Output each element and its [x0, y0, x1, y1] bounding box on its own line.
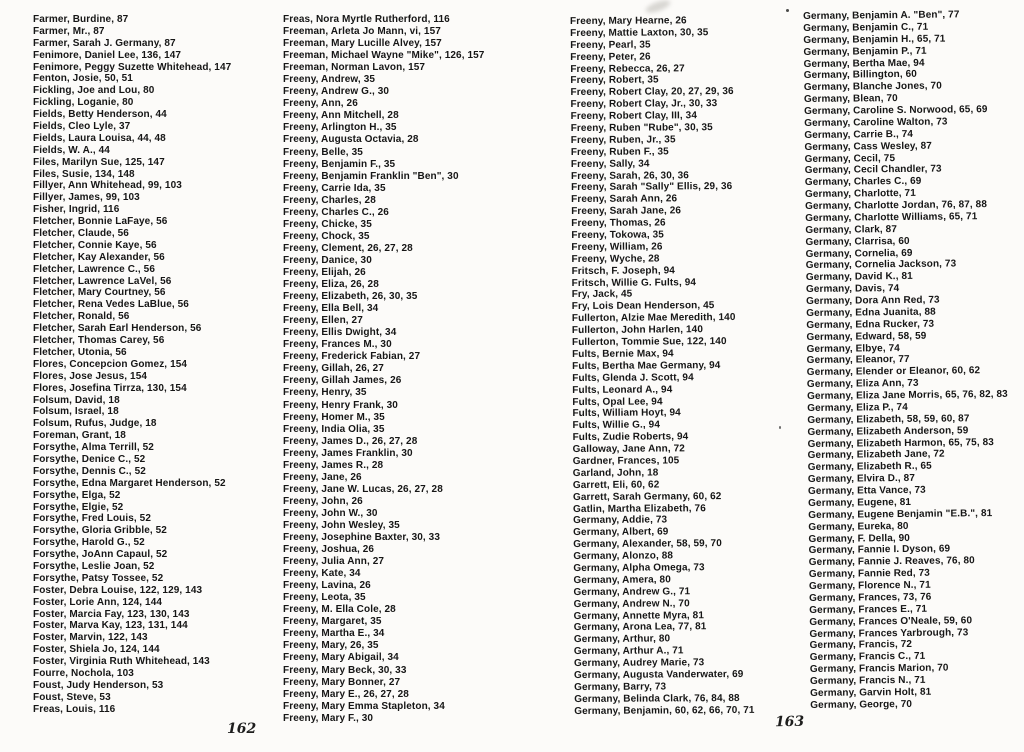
index-entry: Foust, Judy Henderson, 53: [33, 679, 164, 691]
index-entry: Freeny, Mary Emma Stapleton, 34: [283, 700, 445, 712]
index-entry: Foster, Marcia Fay, 123, 130, 143: [33, 608, 190, 620]
index-column-page162-right: [283, 14, 484, 725]
index-entry: Germany, Cecil, 75: [804, 152, 896, 165]
index-entry: Germany, Dora Ann Red, 73: [805, 294, 940, 307]
index-entry: Files, Marilyn Sue, 125, 147: [33, 156, 165, 168]
index-entry: Freeny, Leota, 35: [283, 592, 366, 604]
index-entry: Germany, Augusta Vanderwater, 69: [573, 668, 744, 681]
index-entry: Forsythe, Elgie, 52: [33, 501, 124, 513]
index-entry: Fletcher, Mary Courtney, 56: [33, 287, 166, 299]
index-entry: Freeny, Belle, 35: [283, 146, 363, 158]
index-entry: Freeny, Sarah, 26, 30, 36: [570, 169, 689, 182]
index-entry: Freeny, Joshua, 26: [283, 544, 375, 556]
index-entry: Freeny, Arlington H., 35: [283, 122, 397, 134]
index-entry: Freeny, Charles, 28: [283, 194, 376, 206]
page-number-163: 163: [774, 713, 805, 731]
index-entry: Freeny, Mary Abigail, 34: [283, 652, 399, 664]
index-entry: Germany, Eugene, 81: [808, 496, 912, 509]
index-entry: Freeny, Mattie Laxton, 30, 35: [570, 27, 709, 39]
index-entry: Germany, Fannie J. Reaves, 76, 80: [808, 555, 975, 569]
index-entry: Fults, Zudie Roberts, 94: [572, 431, 689, 444]
index-entry: Folsum, Israel, 18: [33, 406, 119, 418]
index-entry: Freeny, Robert Clay, 20, 27, 29, 36: [570, 86, 734, 99]
index-entry: Fourre, Nochola, 103: [33, 667, 134, 679]
index-entry: Freeny, India Olia, 35: [283, 423, 385, 435]
index-entry: Fullerton, Alzie Mae Meredith, 140: [571, 312, 736, 325]
index-entry: Freeny, Martha E., 34: [283, 628, 385, 640]
index-entry: Freeny, Chicke, 35: [283, 218, 372, 230]
index-entry: Freeny, Benjamin F., 35: [283, 158, 396, 170]
index-entry: Freeny, Kate, 34: [283, 568, 361, 580]
index-entry: Foster, Marva Kay, 123, 131, 144: [33, 620, 188, 632]
index-entry: Germany, George, 70: [810, 698, 913, 711]
index-entry: Fullerton, Tommie Sue, 122, 140: [571, 336, 727, 349]
index-entry: Freeny, William, 26: [571, 241, 663, 253]
index-entry: Germany, Davis, 74: [805, 283, 900, 296]
index-entry: Germany, Elizabeth, 58, 59, 60, 87: [807, 413, 970, 426]
index-entry: Freeny, Robert Clay, III, 34: [570, 110, 698, 123]
index-entry: Freeny, Jane, 26: [283, 471, 362, 483]
index-entry: Forsythe, Harold G., 52: [33, 537, 145, 549]
index-entry: Fults, Willie G., 94: [572, 419, 661, 432]
index-entry: Freeny, Rebecca, 26, 27: [570, 62, 685, 75]
index-entry: Freeman, Michael Wayne "Mike", 126, 157: [283, 50, 485, 62]
index-entry: Germany, Barry, 73: [574, 681, 667, 693]
index-entry: Germany, Carrie B., 74: [804, 128, 914, 141]
index-entry: Freeny, James Franklin, 30: [283, 447, 413, 459]
index-entry: Freeny, Sarah "Sally" Ellis, 29, 36: [571, 181, 733, 194]
index-entry: Freeny, Henry, 35: [283, 387, 367, 399]
index-entry: Freeman, Mary Lucille Alvey, 157: [283, 38, 442, 50]
index-entry: Germany, Albert, 69: [573, 526, 669, 539]
index-entry: Germany, Francis C., 71: [809, 651, 926, 664]
index-entry: Germany, Frances E., 71: [809, 603, 928, 616]
index-entry: Freeny, Thomas, 26: [571, 217, 666, 230]
index-entry: Fletcher, Utonia, 56: [33, 346, 127, 358]
index-entry: Fletcher, Kay Alexander, 56: [33, 251, 165, 263]
index-entry: Files, Susie, 134, 148: [33, 168, 135, 180]
index-entry: Farmer, Sarah J. Germany, 87: [33, 37, 176, 49]
index-entry: Forsythe, Edna Margaret Henderson, 52: [33, 477, 226, 489]
index-entry: Fritsch, Willie G. Fults, 94: [571, 276, 697, 289]
index-entry: Foster, Lorie Ann, 124, 144: [33, 596, 163, 608]
index-entry: Freeny, James D., 26, 27, 28: [283, 435, 418, 447]
index-entry: Germany, Benjamin C., 71: [803, 21, 929, 34]
index-entry: Freeny, Andrew G., 30: [283, 86, 390, 98]
index-entry: Freeny, Pearl, 35: [570, 39, 651, 51]
index-entry: Freeny, Peter, 26: [570, 51, 651, 63]
index-entry: Germany, Edna Juanita, 88: [806, 306, 936, 319]
index-entry: Freeny, Margaret, 35: [283, 616, 382, 628]
index-entry: Fults, Bernie Max, 94: [572, 348, 674, 360]
index-entry: Fletcher, Connie Kaye, 56: [33, 239, 157, 251]
index-entry: Germany, Eleanor, 77: [806, 354, 910, 367]
index-entry: Forsythe, Fred Louis, 52: [33, 513, 151, 525]
index-entry: Fields, W. A., 44: [33, 144, 110, 156]
index-entry: Germany, Frances, 73, 76: [809, 591, 932, 604]
index-entry: Fletcher, Rena Vedes LaBlue, 56: [33, 299, 189, 311]
index-entry: Freeman, Arleta Jo Mann, vi, 157: [283, 26, 441, 38]
index-entry: Fletcher, Ronald, 56: [33, 311, 130, 323]
index-entry: Germany, Eliza Jane Morris, 65, 76, 82, 83: [806, 388, 1008, 402]
index-entry: Germany, Frances O'Neale, 59, 60: [809, 614, 973, 628]
index-entry: Freeny, Ruben, Jr., 35: [570, 134, 676, 146]
index-entry: Freeny, Julia Ann, 27: [283, 556, 385, 568]
index-entry: Freeny, Ellis Dwight, 34: [283, 327, 397, 339]
index-entry: Germany, Blean, 70: [803, 93, 898, 106]
index-entry: Forsythe, Denice C., 52: [33, 453, 146, 465]
index-entry: Freeny, Danice, 30: [283, 254, 372, 266]
index-entry: Freeny, John, 26: [283, 495, 363, 507]
index-entry: Germany, Alpha Omega, 73: [573, 562, 705, 574]
index-entry: Foust, Steve, 53: [33, 691, 111, 703]
index-entry: Germany, Annette Myra, 81: [573, 609, 705, 622]
index-entry: Foster, Virginia Ruth Whitehead, 143: [33, 656, 210, 668]
index-entry: Fenimore, Peggy Suzette Whitehead, 147: [33, 61, 232, 73]
index-entry: Fickling, Joe and Lou, 80: [33, 85, 155, 97]
index-entry: Germany, Fannie Red, 73: [808, 567, 930, 581]
index-entry: Germany, Clarrisa, 60: [805, 235, 910, 248]
index-column-page163-right: [803, 9, 1011, 712]
index-entry: Foster, Marvin, 122, 143: [33, 632, 148, 644]
index-entry: Fletcher, Lawrence C., 56: [33, 263, 155, 275]
index-entry: Gatlin, Martha Elizabeth, 76: [572, 502, 706, 515]
index-entry: Freeny, Ellen, 27: [283, 315, 363, 327]
index-entry: Freeny, M. Ella Cole, 28: [283, 604, 396, 616]
index-entry: Freeny, Carrie Ida, 35: [283, 182, 386, 194]
index-entry: Freeny, Chock, 35: [283, 230, 370, 242]
index-entry: Fenton, Josie, 50, 51: [33, 73, 133, 85]
index-entry: Fletcher, Bonnie LaFaye, 56: [33, 216, 168, 228]
index-entry: Germany, Belinda Clark, 76, 84, 88: [574, 692, 740, 705]
index-entry: Germany, Benjamin, 60, 62, 66, 70, 71: [574, 704, 755, 717]
index-entry: Folsum, Rufus, Judge, 18: [33, 418, 157, 430]
index-entry: Fults, Opal Lee, 94: [572, 395, 663, 408]
index-entry: Germany, Benjamin P., 71: [803, 45, 927, 58]
index-entry: Germany, Cecil Chandler, 73: [804, 163, 942, 177]
index-entry: Forsythe, Elga, 52: [33, 489, 121, 501]
index-entry: Fry, Lois Dean Henderson, 45: [571, 300, 715, 313]
index-entry: Fritsch, F. Joseph, 94: [571, 265, 675, 277]
index-entry: Forsythe, Dennis C., 52: [33, 465, 146, 477]
index-entry: Freeny, Benjamin Franklin "Ben", 30: [283, 170, 459, 182]
index-entry: Freeny, Elijah, 26: [283, 266, 366, 278]
index-entry: Flores, Josefina Tirrza, 130, 154: [33, 382, 187, 394]
index-entry: Flores, Concepcion Gomez, 154: [33, 358, 188, 370]
index-entry: Freeny, Augusta Octavia, 28: [283, 134, 419, 146]
index-entry: Germany, F. Della, 90: [808, 532, 911, 545]
index-entry: Germany, Caroline S. Norwood, 65, 69: [803, 104, 988, 117]
index-entry: Freeny, Robert Clay, Jr., 30, 33: [570, 98, 718, 111]
index-entry: Forsythe, Patsy Tossee, 52: [33, 572, 164, 584]
index-entry: Forsythe, Gloria Gribble, 52: [33, 525, 167, 537]
index-entry: Germany, Fannie I. Dyson, 69: [808, 543, 951, 557]
index-entry: Germany, Benjamin H., 65, 71: [803, 33, 946, 46]
index-entry: Fullerton, John Harlen, 140: [571, 324, 704, 337]
index-entry: Germany, Eugene Benjamin "E.B.", 81: [808, 507, 993, 521]
index-entry: Forsythe, Leslie Joan, 52: [33, 560, 155, 572]
scan-speck: [779, 426, 781, 429]
index-entry: Germany, Andrew N., 70: [573, 597, 690, 610]
index-entry: Germany, Florence N., 71: [808, 579, 931, 592]
index-entry: Freeny, Ann, 26: [283, 98, 358, 110]
index-entry: Germany, Eureka, 80: [808, 520, 909, 533]
index-entry: Garrett, Eli, 60, 62: [572, 479, 660, 491]
index-entry: Germany, Arthur A., 71: [573, 645, 684, 658]
index-entry: Freeny, John W., 30: [283, 507, 378, 519]
page-number-162: 162: [227, 721, 257, 737]
index-entry: Fletcher, Sarah Earl Henderson, 56: [33, 323, 202, 335]
index-entry: Freeny, Lavina, 26: [283, 580, 371, 592]
index-entry: Germany, Charles C., 69: [804, 176, 922, 189]
index-entry: Freeny, Homer M., 35: [283, 411, 385, 423]
index-entry: Foster, Shiela Jo, 124, 144: [33, 644, 160, 656]
index-entry: Germany, Garvin Holt, 81: [810, 686, 932, 699]
index-entry: Germany, Addie, 73: [573, 514, 668, 527]
index-entry: Germany, Clark, 87: [805, 223, 898, 236]
index-entry: Folsum, David, 18: [33, 394, 120, 406]
index-entry: Germany, Elender or Eleanor, 60, 62: [806, 365, 981, 379]
index-entry: Foster, Debra Louise, 122, 129, 143: [33, 584, 203, 596]
index-entry: Freeny, Tokowa, 35: [571, 229, 664, 242]
index-entry: Germany, Caroline Walton, 73: [804, 116, 948, 129]
index-entry: Freeny, Elizabeth, 26, 30, 35: [283, 291, 418, 303]
index-entry: Forsythe, Alma Terrill, 52: [33, 442, 154, 454]
index-entry: Fenimore, Daniel Lee, 136, 147: [33, 49, 182, 61]
index-entry: Fickling, Loganie, 80: [33, 97, 134, 109]
index-entry: Germany, Edna Rucker, 73: [806, 318, 935, 331]
index-entry: Germany, Elizabeth Harmon, 65, 75, 83: [807, 436, 994, 450]
index-entry: Garrett, Sarah Germany, 60, 62: [572, 490, 722, 503]
index-entry: Fults, Glenda J. Scott, 94: [572, 371, 694, 384]
index-entry: Flores, Jose Jesus, 154: [33, 370, 148, 382]
index-entry: Freeny, Clement, 26, 27, 28: [283, 242, 413, 254]
index-entry: Freeny, Gillah James, 26: [283, 375, 402, 387]
index-entry: Farmer, Burdine, 87: [33, 14, 129, 25]
index-entry: Germany, David K., 81: [805, 271, 913, 284]
index-column-page163-left: [570, 15, 755, 718]
index-entry: Freeny, Frances M., 30: [283, 339, 392, 351]
index-entry: Freas, Nora Myrtle Rutherford, 116: [283, 14, 450, 25]
index-entry: Freeny, Sally, 34: [570, 158, 650, 170]
index-entry: Fults, Bertha Mae Germany, 94: [572, 359, 721, 372]
index-entry: Freeny, Josephine Baxter, 30, 33: [283, 532, 440, 544]
index-entry: Foreman, Grant, 18: [33, 430, 126, 442]
index-entry: Freeny, Mary E., 26, 27, 28: [283, 688, 409, 700]
index-entry: Gardner, Frances, 105: [572, 455, 680, 467]
index-entry: Germany, Andrew G., 71: [573, 586, 691, 598]
index-column-page162-left: [33, 14, 231, 716]
index-entry: Freeny, Eliza, 26, 28: [283, 279, 379, 291]
index-entry: Germany, Bertha Mae, 94: [803, 57, 925, 70]
index-entry: Freeny, Mary F., 30: [283, 712, 374, 724]
index-entry: Freeman, Norman Lavon, 157: [283, 62, 426, 74]
index-entry: Germany, Eliza Ann, 73: [806, 377, 919, 391]
index-entry: Freeny, Frederick Fabian, 27: [283, 351, 421, 363]
index-entry: Germany, Elizabeth R., 65: [807, 460, 932, 474]
index-entry: Freeny, Andrew, 35: [283, 74, 376, 86]
index-entry: Germany, Billington, 60: [803, 69, 917, 82]
index-entry: Germany, Audrey Marie, 73: [573, 657, 705, 670]
index-entry: Freeny, Ella Bell, 34: [283, 303, 379, 315]
index-entry: Fillyer, James, 99, 103: [33, 192, 140, 204]
index-entry: Freeny, Jane W. Lucas, 26, 27, 28: [283, 483, 443, 495]
index-entry: Germany, Arthur, 80: [573, 633, 671, 646]
index-entry: Freeny, John Wesley, 35: [283, 519, 400, 531]
index-entry: Germany, Amera, 80: [573, 574, 671, 586]
index-entry: Freeny, Ruben F., 35: [570, 146, 669, 158]
index-entry: Germany, Francis N., 71: [809, 674, 926, 687]
index-entry: Germany, Elizabeth Anderson, 59: [807, 424, 969, 438]
index-entry: Fults, Leonard A., 94: [572, 383, 673, 396]
index-entry: Germany, Charlotte Williams, 65, 71: [805, 211, 978, 224]
index-entry: Freas, Louis, 116: [33, 703, 116, 715]
index-entry: Fields, Laura Louisa, 44, 48: [33, 132, 166, 144]
index-entry: Freeny, Ruben "Rube", 30, 35: [570, 122, 713, 135]
index-entry: Freeny, Wyche, 28: [571, 253, 660, 265]
index-entry: Germany, Eliza P., 74: [807, 401, 908, 414]
scan-smudge: [644, 0, 672, 15]
index-entry: Germany, Frances Yarbrough, 73: [809, 626, 969, 640]
index-entry: Farmer, Mr., 87: [33, 25, 105, 37]
index-entry: Germany, Francis, 72: [809, 639, 913, 652]
index-entry: Freeny, Mary Hearne, 26: [570, 15, 687, 27]
index-entry: Freeny, Sarah Ann, 26: [571, 193, 678, 206]
index-entry: Germany, Elizabeth Jane, 72: [807, 448, 945, 462]
index-entry: Fletcher, Claude, 56: [33, 228, 129, 240]
index-entry: Germany, Arona Lea, 77, 81: [573, 621, 707, 634]
scan-speck: [786, 9, 789, 12]
index-entry: Garland, John, 18: [572, 467, 659, 479]
index-entry: Germany, Edward, 58, 59: [806, 330, 927, 343]
index-entry: Freeny, Mary Bonner, 27: [283, 676, 401, 688]
index-entry: Germany, Blanche Jones, 70: [803, 80, 942, 94]
index-entry: Germany, Benjamin A. "Ben", 77: [803, 9, 960, 22]
index-entry: Freeny, Mary, 26, 35: [283, 640, 379, 652]
index-entry: Germany, Francis Marion, 70: [809, 662, 949, 676]
index-entry: Freeny, Charles C., 26: [283, 206, 389, 218]
index-entry: Fisher, Ingrid, 116: [33, 204, 120, 216]
index-entry: Germany, Alexander, 58, 59, 70: [573, 538, 722, 551]
index-entry: Germany, Elvira D., 87: [807, 472, 916, 486]
index-entry: Fields, Cleo Lyle, 37: [33, 121, 131, 133]
index-entry: Fletcher, Lawrence LaVel, 56: [33, 275, 172, 287]
index-entry: Germany, Elbye, 74: [806, 342, 900, 355]
index-entry: Germany, Cornelia, 69: [805, 247, 913, 260]
index-entry: Freeny, Mary Beck, 30, 33: [283, 664, 407, 676]
index-entry: Fry, Jack, 45: [571, 289, 633, 301]
index-entry: Freeny, Robert, 35: [570, 74, 659, 87]
index-entry: Freeny, Henry Frank, 30: [283, 399, 398, 411]
index-entry: Freeny, James R., 28: [283, 459, 384, 471]
index-entry: Forsythe, JoAnn Capaul, 52: [33, 549, 168, 561]
index-entry: Fillyer, Ann Whitehead, 99, 103: [33, 180, 182, 192]
index-entry: Germany, Etta Vance, 73: [807, 484, 926, 497]
index-entry: Freeny, Gillah, 26, 27: [283, 363, 384, 375]
index-entry: Freeny, Sarah Jane, 26: [571, 205, 682, 218]
index-entry: Germany, Charlotte, 71: [804, 187, 916, 201]
index-entry: Galloway, Jane Ann, 72: [572, 443, 685, 456]
index-entry: Germany, Alonzo, 88: [573, 550, 674, 563]
index-entry: Fields, Betty Henderson, 44: [33, 109, 167, 121]
index-entry: Germany, Cass Wesley, 87: [804, 140, 932, 153]
index-entry: Freeny, Ann Mitchell, 28: [283, 110, 399, 122]
index-entry: Fletcher, Thomas Carey, 56: [33, 335, 165, 347]
index-entry: Germany, Charlotte Jordan, 76, 87, 88: [804, 199, 988, 212]
index-entry: Fults, William Hoyt, 94: [572, 407, 681, 420]
index-entry: Germany, Cornelia Jackson, 73: [805, 258, 957, 272]
